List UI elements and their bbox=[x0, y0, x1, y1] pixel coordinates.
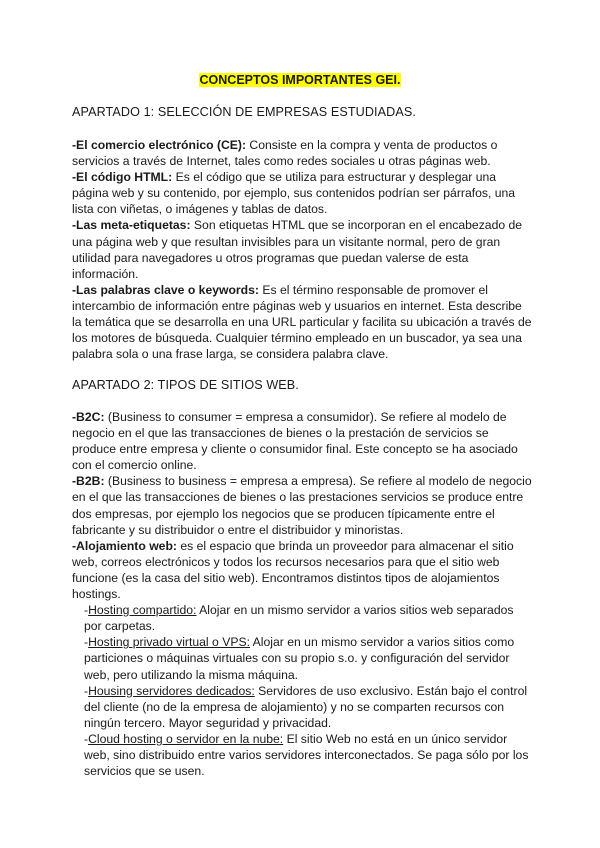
definition-text: (Business to consumer = empresa a consumidor). Se refiere al modelo de negocio en el que las transacciones de bienes o la prestación de servicios se produce entre empresa y cliente o consumidor final. Este concepto se ha asociado con el comercio online. bbox=[72, 410, 518, 473]
hosting-type-term: Hosting compartido: bbox=[88, 603, 197, 618]
section1-body bbox=[72, 137, 532, 362]
hosting-type-item bbox=[72, 634, 532, 682]
definition-term: -Alojamiento web: bbox=[72, 538, 177, 553]
definition-term: -B2B: bbox=[72, 474, 105, 489]
definition-paragraph bbox=[72, 473, 532, 537]
item-dash: - bbox=[84, 635, 89, 650]
definition-text: es el espacio que brinda un proveedor para almacenar el sitio web, correos electrónicos y todos los recursos necesarios para que el sitio web funcione (es la casa del sitio web). Encontramos distintos tipos de alojamientos hostings. bbox=[72, 538, 514, 602]
definition-paragraph bbox=[72, 137, 532, 169]
hosting-type-term: Hosting privado virtual o VPS: bbox=[88, 635, 250, 650]
definition-term: -Las palabras clave o keywords: bbox=[72, 282, 259, 297]
hosting-type-item bbox=[72, 602, 532, 634]
hosting-type-term: Housing servidores dedicados: bbox=[88, 683, 255, 698]
definition-term: -El código HTML: bbox=[72, 170, 173, 185]
title-container bbox=[0, 72, 600, 88]
definition-paragraph bbox=[72, 538, 532, 602]
hosting-type-text: Alojar en un mismo servidor a varios sitios como particiones o máquinas virtuales con su propio s.o. y configuración del servidor web, pero utilizando la misma máquina. bbox=[84, 635, 515, 682]
definition-text: Son etiquetas HTML que se incorporan en el encabezado de una página web y que resultan invisibles para un visitante normal, pero de gran utilidad para navegadores u otros programas que puedan valerse de esta información. bbox=[72, 218, 523, 281]
section2-body bbox=[72, 409, 532, 779]
definition-term: -B2C: bbox=[72, 410, 105, 424]
item-dash: - bbox=[84, 731, 89, 746]
definition-text: Consiste en la compra y venta de productos o servicios a través de Internet, tales como redes sociales u otras páginas web. bbox=[72, 138, 498, 169]
definition-text: Es el término responsable de promover el intercambio de información entre páginas web y usuarios en internet. Esta describe la temática que se desarrolla en una URL particular y facilita su ubicación a través de los motores de búsqueda. Cualquier término empleado en un buscador, ya sea una palabra sola o una frase larga, se considera palabra clave. bbox=[72, 282, 532, 362]
definition-text: Es el código que se utiliza para estructurar y desplegar una página web y su contenido, por ejemplo, sus contenidos podrían ser párrafos, una lista con viñetas, o imágenes y tablas de datos. bbox=[72, 170, 516, 217]
hosting-type-text: Servidores de uso exclusivo. Están bajo el control del cliente (no de la empresa de alojamiento) y no se comparten recursos con ningún tercero. Mayor seguridad y privacidad. bbox=[84, 683, 528, 730]
definition-paragraph bbox=[72, 282, 532, 362]
definition-paragraph bbox=[72, 409, 532, 473]
definition-paragraph bbox=[72, 217, 532, 281]
hosting-type-item bbox=[72, 731, 532, 779]
document-title: CONCEPTOS IMPORTANTES GEI. bbox=[199, 73, 401, 87]
hosting-type-item bbox=[72, 683, 532, 731]
definition-term: -Las meta-etiquetas: bbox=[72, 218, 191, 233]
hosting-type-term: Cloud hosting o servidor en la nube: bbox=[88, 731, 284, 746]
item-dash: - bbox=[84, 603, 89, 618]
item-dash: - bbox=[84, 683, 89, 698]
definition-term: -El comercio electrónico (CE): bbox=[72, 138, 247, 152]
section2-heading: APARTADO 2: TIPOS DE SITIOS WEB. bbox=[72, 378, 299, 392]
definition-text: (Business to business = empresa a empresa). Se refiere al modelo de negocio en el que las transacciones de bienes o las prestaciones servicios se produce entre dos empresas, por ejemplo los negocios que se producen típicamente entre el fabricante y su distribuidor o entre el distribuidor y minoristas. bbox=[72, 474, 532, 537]
hosting-type-text: El sitio Web no está en un único servidor web, sino distribuido entre varios servidores interconectados. Se paga sólo por los servicios que se usen. bbox=[84, 731, 529, 779]
section1-heading: APARTADO 1: SELECCIÓN DE EMPRESAS ESTUDIADAS. bbox=[72, 105, 416, 119]
definition-paragraph bbox=[72, 169, 532, 217]
hosting-type-text: Alojar en un mismo servidor a varios sitios web separados por carpetas. bbox=[84, 603, 514, 634]
